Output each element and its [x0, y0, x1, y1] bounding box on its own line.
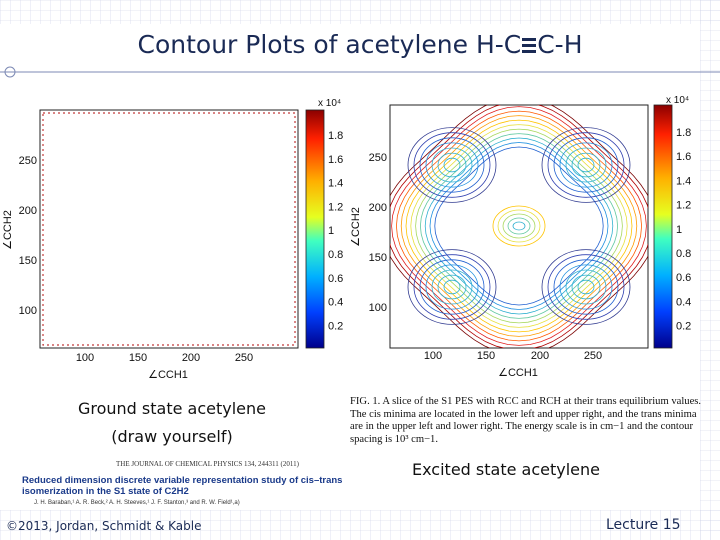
x-axis-label: ∠CCH1: [148, 369, 188, 381]
y-tick-label: 250: [18, 155, 37, 167]
title-text-start: Contour Plots of acetylene H-C: [137, 30, 522, 59]
x-tick-label: 250: [234, 352, 254, 364]
colorbar-multiplier: x 10⁴: [318, 98, 342, 109]
x-tick-label: 100: [423, 350, 443, 362]
colorbar-tick-label: 1.2: [328, 201, 344, 214]
footer-lecture-number: Lecture 15: [606, 517, 681, 533]
x-axis-label: ∠CCH1: [498, 367, 538, 379]
colorbar-tick-label: 1.8: [328, 130, 344, 142]
colorbar-tick-label: 1.6: [676, 151, 692, 164]
colorbar-tick-label: 0.6: [328, 272, 344, 285]
colorbar-tick-label: 0.4: [328, 296, 344, 309]
colorbar-tick-label: 1.4: [328, 177, 344, 190]
colorbar-tick-label: 0.4: [676, 296, 692, 309]
colorbar-tick-label: 0.8: [328, 249, 344, 261]
colorbar-tick-labels: [676, 127, 691, 333]
ground-state-caption-line1: Ground state acetylene: [77, 399, 266, 418]
x-ticks: [424, 350, 602, 362]
colorbar-tick-label: 1.4: [676, 175, 692, 188]
colorbar-tick-label: 0.6: [676, 272, 692, 285]
colorbar: [306, 98, 343, 348]
y-ticks: [369, 152, 387, 314]
journal-header: THE JOURNAL OF CHEMICAL PHYSICS 134, 244311 (2011): [116, 460, 299, 468]
y-tick-label: 150: [368, 252, 387, 264]
triple-bond-symbol: [522, 38, 536, 54]
excited-state-label: Excited state acetylene: [412, 460, 600, 479]
ground-state-caption-line2: (draw yourself): [111, 427, 233, 446]
slide-title: [0, 30, 720, 59]
y-ticks: [19, 155, 37, 317]
x-tick-label: 150: [128, 352, 148, 364]
footer-copyright: ©2013, Jordan, Schmidt & Kable: [6, 519, 202, 533]
paper-title: Reduced dimension discrete variable representation study of cis–trans isomerization in the S1 state of C2H2: [22, 475, 343, 497]
title-text-end: C-H: [537, 30, 583, 59]
x-tick-label: 200: [530, 350, 550, 362]
x-tick-label: 100: [75, 352, 95, 364]
x-tick-label: 200: [181, 352, 201, 364]
colorbar-tick-label: 1.2: [676, 199, 692, 212]
y-tick-label: 100: [18, 305, 37, 317]
y-tick-label: 200: [18, 205, 37, 217]
excited-state-contour-plot: [350, 95, 700, 385]
right-grid-band: [700, 0, 720, 540]
plot-frame: [40, 110, 298, 348]
colorbar: [654, 95, 691, 348]
plot-frame: [390, 105, 648, 348]
colorbar-tick-label: 0.8: [676, 248, 692, 260]
colorbar-tick-label: 1: [676, 223, 683, 236]
colorbar-tick-label: 0.2: [676, 320, 692, 333]
y-axis-label: ∠CCH2: [2, 210, 14, 250]
colorbar-tick-label: 1.6: [328, 153, 344, 166]
y-tick-label: 100: [368, 302, 387, 314]
y-tick-label: 250: [368, 152, 387, 164]
y-axis-label: ∠CCH2: [350, 207, 362, 247]
x-tick-label: 150: [476, 350, 496, 362]
colorbar-tick-label: 1.8: [676, 127, 692, 139]
colorbar-multiplier: x 10⁴: [666, 95, 690, 106]
paper-authors: J. H. Baraban,¹ A. R. Beck,² A. H. Steeves,¹ J. F. Stanton,³ and R. W. Field¹,a): [34, 500, 240, 506]
colorbar-tick-label: 1: [328, 225, 335, 238]
colorbar-tick-label: 0.2: [328, 320, 344, 333]
ground-state-contour-plot: [0, 95, 350, 385]
x-tick-label: 250: [583, 350, 603, 362]
ground-state-caption: [52, 395, 292, 451]
figure-caption: FIG. 1. A slice of the S1 PES with RCC and RCH at their trans equilibrium values. The cis minima are located in the lower left and upper right, and the trans minima are in the upper left and lower right. The energy scale is in cm−1 and the contour spacing is 10³ cm−1.: [350, 396, 702, 445]
x-ticks: [76, 352, 253, 364]
y-tick-label: 150: [18, 255, 37, 267]
y-tick-label: 200: [368, 202, 387, 214]
top-grid-band: [0, 0, 720, 24]
